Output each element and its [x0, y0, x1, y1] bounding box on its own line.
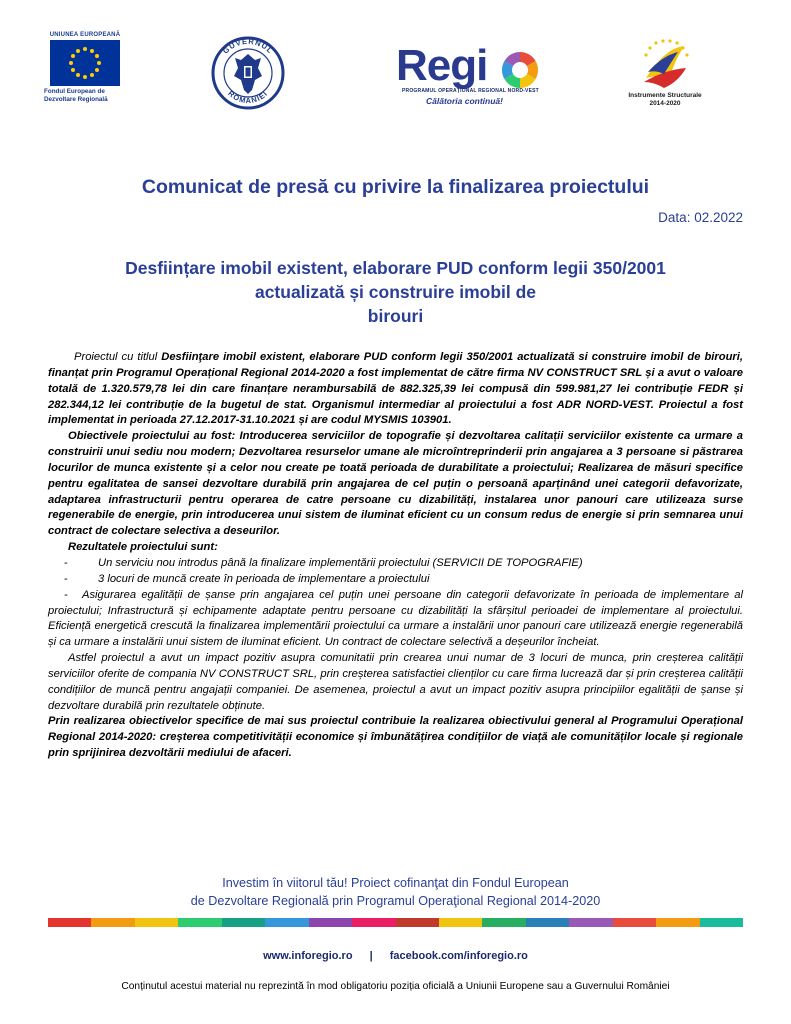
result-item-3	[48, 588, 743, 651]
result-item-3-text: Asigurarea egalității de șanse prin angajarea cel puțin unei persoane din categorii defavorizate în perioada de implementare al proiectului; Infrastructură și echipamente adaptate pentru persoane cu dizabilități la sfârșitul perioadei de implementare al proiectului. Eficiență energetică crescută la finalizarea implementării proiectului ca urmare a instalării unor panouri care utilizează energie regenerabilă și ca urmare a instalării unui sistem de iluminat eficient. Un contract de colectare selectivă a deșeurilor încheiat.	[48, 588, 743, 649]
color-bar-segment	[309, 918, 352, 927]
color-bar-segment	[396, 918, 439, 927]
footer-cofinancing-text	[0, 874, 791, 910]
eu-flag-icon	[50, 40, 120, 86]
footer-disclaimer: Conținutul acestui material nu reprezintă în mod obligatoriu poziția oficială a Uniunii Europene sau a Guvernului României	[121, 981, 670, 992]
result-dash: -	[64, 588, 68, 601]
instruments-logo	[616, 38, 714, 118]
regio-logo-tagline: Călătoria continuă!	[426, 96, 503, 106]
color-bar-segment	[135, 918, 178, 927]
project-subtitle	[80, 256, 711, 328]
color-bar-segment	[482, 918, 525, 927]
result-item	[48, 556, 743, 572]
eu-logo-subtitle-1: Fondul European de	[44, 88, 105, 95]
paragraph-project-summary-lead: Proiectul cu titlul	[74, 351, 162, 363]
result-dash: -	[64, 572, 68, 585]
government-logo	[209, 36, 287, 110]
footer-link-separator: |	[369, 950, 373, 962]
paragraph-objectives: Obiectivele proiectului au fost: Introducerea serviciilor de topografie și dezvoltarea calitații serviciilor existente ca urmare a construirii unui sediu nou modern; Dezvoltarea resurselor umane ale microîntreprinderii prin angajarea a 3 persoane si păstrarea locurilor de munca existente și a celor nou create pe toată perioada de durabilitate a proiectului; Realizarea de măsuri specifice pentru egalitatea de sansei dezvoltare durabilă prin angajarea de cel puțin o persoană aparținând unei categorii defavorizate, adaptarea infrastructurii pentru operarea de catre persoane cu dizabilități, instalarea unor panouri care utilizeaza surse regenerabile de energie, prin introducerea unui sistem de iluminat eficient cu un consum redus de energie si prin semnarea unui contract de colectare selectiva a deseurilor.	[48, 430, 743, 538]
color-bar-segment	[613, 918, 656, 927]
color-bar-segment	[656, 918, 699, 927]
color-bar-segment	[222, 918, 265, 927]
inforegio-link[interactable]: www.inforegio.ro	[263, 950, 353, 962]
project-subtitle-line2: actualizată și construire imobil de	[254, 282, 537, 302]
instruments-logo-line2: 2014-2020	[649, 100, 681, 107]
press-release-body	[48, 350, 743, 762]
footer-color-bar	[48, 918, 743, 927]
eu-logo-title: UNIUNEA EUROPEANĂ	[49, 32, 121, 38]
color-bar-segment	[569, 918, 612, 927]
footer-line1: Investim în viitorul tău! Proiect cofinanţat din Fondul European	[222, 876, 569, 890]
color-bar-segment	[48, 918, 91, 927]
paragraph-project-summary-text: Desfiinţare imobil existent, elaborare PUD conform legii 350/2001 actualizată si construire imobil de birouri, finanțat prin Programul Operațional Regional 2014-2020 a fost implementat de către firma NV CONSTRUCT SRL și a avut o valoare totală de 1.320.579,78 lei din care finanțare nerambursabilă de 882.325,39 lei compusă din 599.981,27 lei contribuție FEDR și 282.344,12 lei contribuție de la bugetul de stat. Organismul intermediar al proiectului a fost ADR NORD-VEST. Proiectul a fost implementat in perioada 27.12.2017-31.10.2021 și are codul MYSMIS 103901.	[48, 351, 743, 427]
paragraph-project-summary	[48, 350, 743, 429]
eu-logo	[44, 32, 126, 104]
result-item	[48, 572, 743, 588]
result-dash: -	[64, 556, 68, 569]
regio-color-wheel-icon	[500, 50, 540, 90]
project-subtitle-line3: birouri	[367, 306, 424, 326]
regio-logo-subline: PROGRAMUL OPERAȚIONAL REGIONAL NORD-VEST	[402, 88, 539, 94]
project-subtitle-line1: Desființare imobil existent, elaborare PUD conform legii 350/2001	[125, 258, 666, 278]
government-text-top: GUVERNUL	[221, 36, 276, 56]
paragraph-impact: Astfel proiectul a avut un impact pozitiv asupra comunitatii prin crearea unui numar de 3 locuri de munca, prin creșterea calității serviciilor oferite de compania NV CONSTRUCT SRL, prin creșterea satisfactiei clienților cu care firma lucrează dar și prin creșterea calității condițiilor de muncă pentru angajații companiei. De asemenea, proiectul a avut un impact pozitiv asupra principiilor egalității de șanse și dezvoltare durabilă prin rezultatele obținute.	[48, 652, 743, 712]
color-bar-segment	[91, 918, 134, 927]
eu-stars-icon	[50, 40, 120, 86]
result-item-2: 3 locuri de muncă create în perioada de implementare a proiectului	[98, 572, 430, 585]
footer-line2: de Dezvoltare Regională prin Programul Operaţional Regional 2014-2020	[190, 894, 601, 908]
press-release-date: Data: 02.2022	[658, 210, 743, 225]
result-item-1: Un serviciu nou introdus până la finalizare implementării proiectului (SERVICII DE TOPOGRAFIE)	[98, 556, 583, 569]
page-title: Comunicat de presă cu privire la finalizarea proiectului	[141, 176, 650, 198]
results-heading: Rezultatele proiectului sunt:	[68, 541, 218, 554]
instruments-emblem-icon	[638, 38, 692, 90]
regio-logo-word: Regi	[396, 41, 488, 90]
color-bar-segment	[439, 918, 482, 927]
color-bar-segment	[352, 918, 395, 927]
svg-text:GUVERNUL	[221, 37, 275, 56]
instruments-logo-line1: Instrumente Structurale	[628, 92, 702, 99]
regio-logo	[396, 41, 546, 114]
eu-logo-subtitle-2: Dezvoltare Regională	[44, 96, 108, 103]
color-bar-segment	[526, 918, 569, 927]
color-bar-segment	[700, 918, 743, 927]
government-seal-icon	[209, 36, 287, 110]
government-text-bottom: ROMÂNIEI	[226, 88, 270, 106]
footer-links	[0, 950, 791, 962]
color-bar-segment	[178, 918, 221, 927]
color-bar-segment	[265, 918, 308, 927]
paragraph-conclusion: Prin realizarea obiectivelor specifice de mai sus proiectul contribuie la realizarea obiectivului general al Programului Operațional Regional 2014-2020: creșterea competitivității economice și îmbunătățirea condițiilor de viață ale comunităților locale și regionale prin sprijinirea dezvoltării mediului de afaceri.	[48, 715, 743, 760]
facebook-link[interactable]: facebook.com/inforegio.ro	[389, 950, 528, 962]
